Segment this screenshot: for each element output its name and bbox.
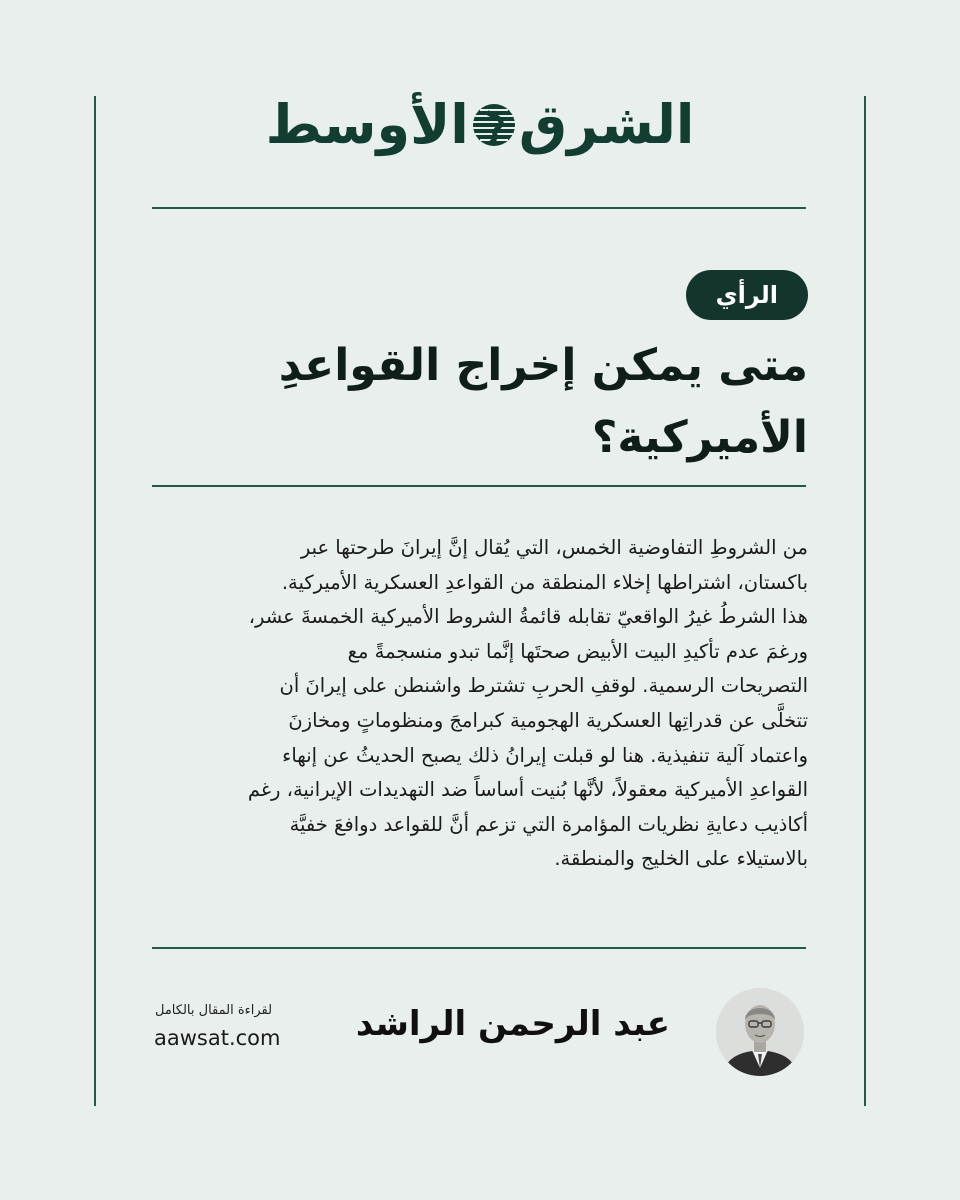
article-line: من الشروطِ التفاوضية الخمس، التي يُقال إنَّ إيرانَ طرحتها عبر bbox=[300, 536, 808, 559]
site-url-link[interactable]: aawsat.com bbox=[154, 1026, 281, 1050]
read-more-label: لقراءة المقال بالكامل bbox=[155, 1003, 273, 1018]
headline[interactable] bbox=[154, 330, 808, 474]
article-line: ورغمَ عدم تأكيدِ البيت الأبيض صحتَها إنَّما تبدو منسجمةً مع bbox=[347, 639, 808, 663]
article-line: باكستان، اشتراطها إخلاء المنطقة من القواعدِ العسكرية الأميركية. bbox=[281, 570, 808, 594]
divider-headline bbox=[152, 485, 806, 487]
author-name[interactable]: عبد الرحمن الراشد bbox=[355, 1004, 670, 1044]
article-line: القواعدِ الأميركية معقولاً، لأنَّها بُنيت أساساً ضد التهديدات الإيرانية، رغم bbox=[247, 778, 808, 802]
article-line: بالاستيلاء على الخليج والمنطقة. bbox=[554, 847, 808, 871]
logo-word-left: الأوسط bbox=[265, 93, 469, 156]
author-photo bbox=[716, 988, 804, 1076]
article-line: التصريحات الرسمية. لوقفِ الحربِ تشترط واشنطن على إيرانَ أن bbox=[279, 674, 808, 698]
globe-icon bbox=[471, 102, 517, 148]
frame-line-left bbox=[94, 96, 96, 1106]
article-line: هذا الشرطُ غيرُ الواقعيّ تقابله قائمةُ الشروط الأميركية الخمسةَ عشر، bbox=[248, 605, 808, 629]
article-line: تتخلَّى عن قدراتِها العسكرية الهجومية كبرامجَ ومنظوماتٍ ومخازنَ bbox=[288, 708, 808, 732]
article-line: واعتماد آلية تنفيذية. هنا لو قبلت إيرانُ ذلك يصبح الحديثُ عن إنهاء bbox=[282, 743, 808, 767]
section-badge[interactable]: الرأي bbox=[686, 270, 808, 320]
frame-line-right bbox=[864, 96, 866, 1106]
masthead-logo[interactable] bbox=[250, 80, 710, 170]
headline-line-1: متى يمكن إخراج القواعدِ bbox=[278, 340, 808, 391]
headline-line-2: الأميركية؟ bbox=[591, 412, 808, 463]
divider-footer bbox=[152, 947, 806, 949]
logo-word-right: الشرق bbox=[518, 93, 695, 156]
divider-top bbox=[152, 207, 806, 209]
article-excerpt bbox=[148, 531, 808, 877]
author-portrait-icon bbox=[716, 988, 804, 1076]
article-line: أكاذيب دعايةِ نظريات المؤامرة التي تزعم أنَّ للقواعد دوافعَ خفيَّة bbox=[289, 812, 808, 836]
